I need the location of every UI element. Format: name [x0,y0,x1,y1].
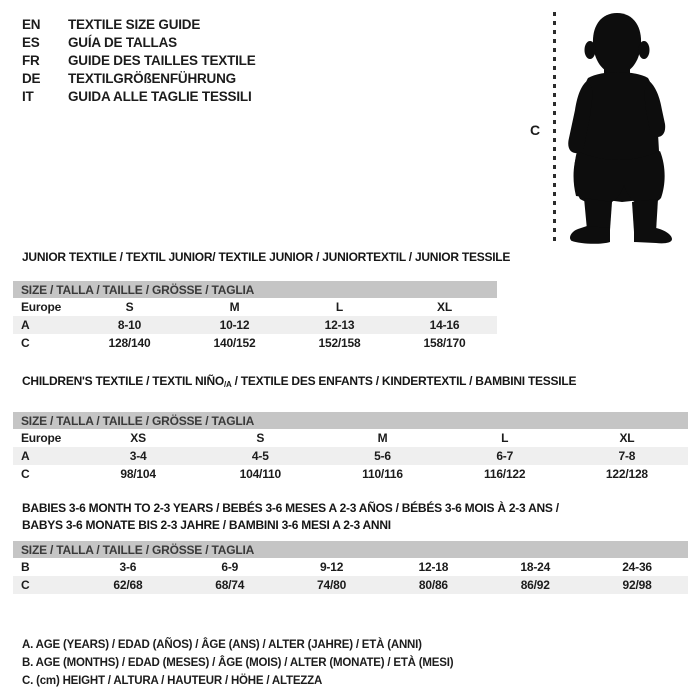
size-column: S [125,300,134,314]
table-title [22,500,559,534]
cell-value: 92/98 [622,578,652,592]
table-title [22,374,576,389]
row-label: B [21,560,30,574]
title-line-2: BABYS 3-6 MONATE BIS 2-3 JAHRE / BAMBINI 3-6 MESI A 2-3 ANNI [22,518,391,532]
row-label: C [21,336,30,350]
cell-value: 24-36 [622,560,652,574]
column-header-row [13,429,688,447]
language-title: TEXTILGRÖßENFÜHRUNG [68,71,236,87]
cell-value: 12-18 [418,560,449,574]
table-row-age [13,316,497,334]
junior-textile-table [13,250,511,354]
cell-value: 12-13 [324,318,355,332]
cell-value: 122/128 [605,467,648,481]
language-row-de [22,70,256,88]
table-row-height [13,576,688,594]
footnote-a: A. AGE (YEARS) / EDAD (AÑOS) / ÂGE (ANS) / ALTER (JAHRE) / ETÀ (ANNI) [22,639,422,651]
row-label: C [21,467,30,481]
language-title: GUIDE DES TAILLES TEXTILE [68,52,256,68]
language-row-it [22,88,256,106]
babies-textile-table [13,500,688,595]
region-label: Europe [21,431,62,445]
table-row-age-months [13,558,688,576]
language-row-en [22,15,256,33]
cell-value: 7-8 [618,449,636,463]
language-code: ES [22,34,40,50]
size-header-bar: SIZE / TALLA / TAILLE / GRÖSSE / TAGLIA [13,541,688,558]
cell-value: 14-16 [429,318,460,332]
cell-value: 104/110 [239,467,281,481]
cell-value: 86/92 [520,578,550,592]
cell-value: 18-24 [520,560,551,574]
footnote-c: C. (cm) HEIGHT / ALTURA / HAUTEUR / HÖHE / ALTEZZA [22,675,323,687]
size-column: M [229,300,240,314]
language-list [22,15,256,106]
cell-value: 8-10 [117,318,142,332]
cell-value: 80/86 [418,578,448,592]
cell-value: 4-5 [251,449,269,463]
cell-value: 152/158 [318,336,361,350]
size-column: XS [130,431,146,445]
language-title: TEXTILE SIZE GUIDE [68,16,201,32]
cell-value: 9-12 [319,560,344,574]
column-header-row [13,298,497,316]
language-code: FR [22,52,40,68]
title-line-1: BABIES 3-6 MONTH TO 2-3 YEARS / BEBÉS 3-6 MESES A 2-3 AÑOS / BÉBÉS 3-6 MOIS À 2-3 ANS / [22,501,559,515]
height-measure-dotted-line [553,12,556,242]
cell-value: 3-4 [129,449,147,463]
language-row-fr [22,51,256,69]
row-label: C [21,578,30,592]
size-column: XL [437,300,452,314]
cell-value: 140/152 [213,336,256,350]
title-subscript: /A [223,380,232,389]
cell-value: 3-6 [119,560,137,574]
cell-value: 5-6 [374,449,391,463]
language-row-es [22,33,256,51]
language-code: DE [22,71,41,87]
cell-value: 158/170 [423,336,466,350]
cell-value: 116/122 [484,467,526,481]
size-column: M [377,431,388,445]
size-column: S [256,431,265,445]
cell-value: 74/80 [317,578,347,592]
title-post: / TEXTILE DES ENFANTS / KINDERTEXTIL / BAMBINI TESSILE [231,374,577,388]
size-column: L [335,300,344,314]
table-title: JUNIOR TEXTILE / TEXTIL JUNIOR/ TEXTILE JUNIOR / JUNIORTEXTIL / JUNIOR TESSILE [22,250,511,264]
row-label: A [21,318,30,332]
figure-area [520,0,700,256]
size-header-bar: SIZE / TALLA / TAILLE / GRÖSSE / TAGLIA [13,281,497,298]
language-title: GUÍA DE TALLAS [68,34,177,50]
size-column: XL [619,431,635,445]
language-code: EN [22,16,41,32]
cell-value: 6-9 [221,560,239,574]
title-pre: CHILDREN'S TEXTILE / TEXTIL NIÑO [22,374,224,388]
childrens-textile-table [13,374,688,484]
cell-value: 10-12 [219,318,250,332]
size-column: L [501,431,509,445]
region-label: Europe [21,300,62,314]
language-code: IT [22,89,34,105]
cell-value: 110/116 [362,467,403,481]
row-label: A [21,449,30,463]
size-header-bar: SIZE / TALLA / TAILLE / GRÖSSE / TAGLIA [13,412,688,429]
height-measure-label: C [530,122,541,138]
language-title: GUIDA ALLE TAGLIE TESSILI [68,89,252,105]
table-row-height [13,465,688,483]
cell-value: 6-7 [496,449,514,463]
cell-value: 98/104 [120,467,156,481]
cell-value: 68/74 [215,578,245,592]
toddler-silhouette-icon [560,6,682,248]
cell-value: 128/140 [108,336,151,350]
footnote-b: B. AGE (MONTHS) / EDAD (MESES) / ÂGE (MOIS) / ALTER (MONATE) / ETÀ (MESI) [22,657,454,669]
cell-value: 62/68 [113,578,143,592]
table-row-height [13,334,497,352]
footnotes [22,636,453,690]
table-row-age [13,447,688,465]
